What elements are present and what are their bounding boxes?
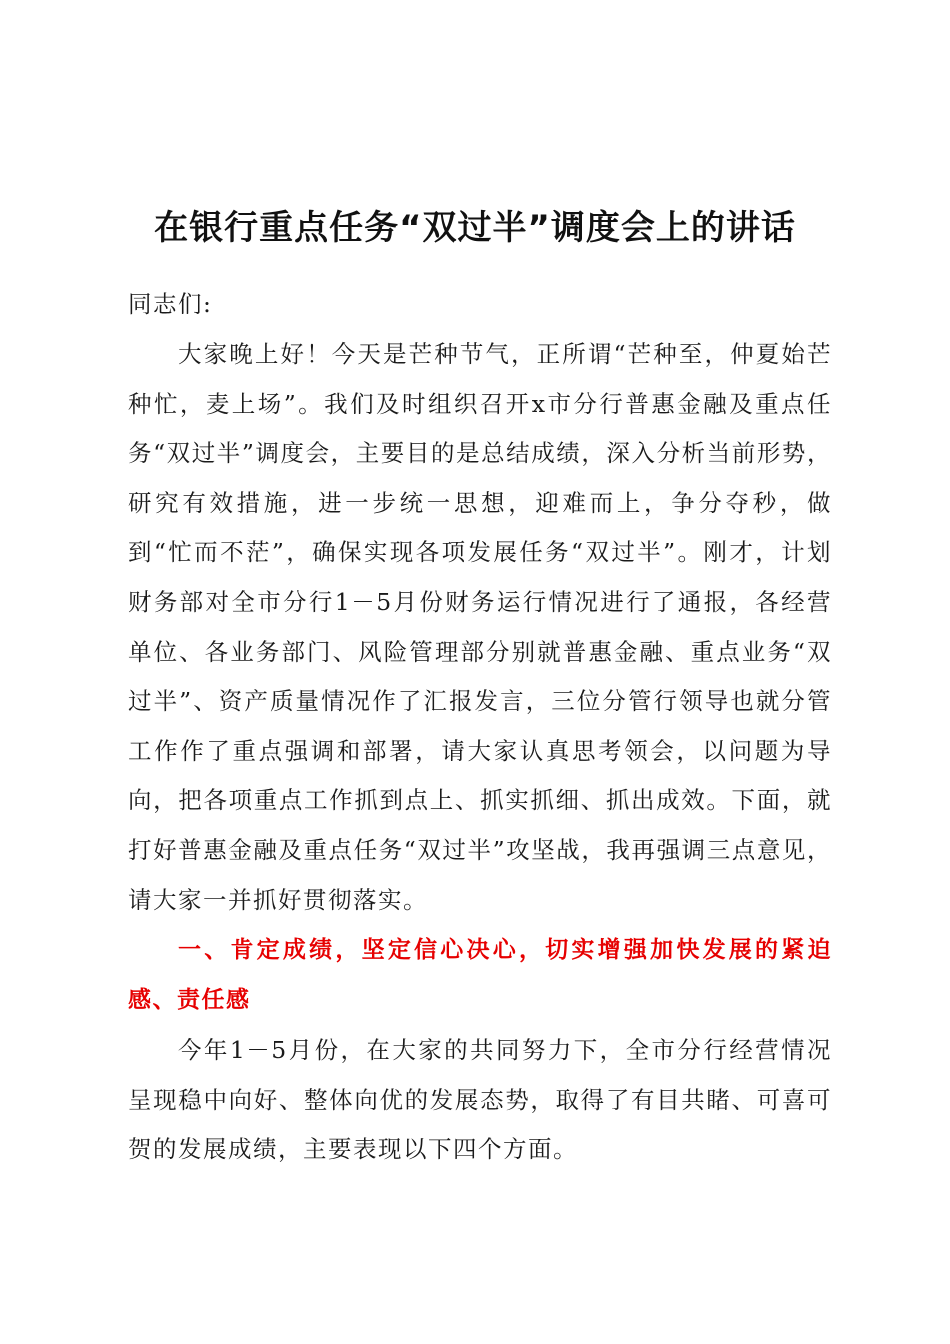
- paragraph-opening: 大家晚上好！今天是芒种节气，正所谓“芒种至，仲夏始芒种忙，麦上场”。我们及时组织召开x市分行普惠金融及重点任务“双过半”调度会，主要目的是总结成绩，深入分析当前形势，研究有效措施，进一步统一思想，迎难而上，争分夺秒，做到“忙而不茫”，确保实现各项发展任务“双过半”。刚才，计划财务部对全市分行1－5月份财务运行情况进行了通报，各经营单位、各业务部门、风险管理部分别就普惠金融、重点业务“双过半”、资产质量情况作了汇报发言，三位分管行领导也就分管工作作了重点强调和部署，请大家认真思考领会，以问题为导向，把各项重点工作抓到点上、抓实抓细、抓出成效。下面，就打好普惠金融及重点任务“双过半”攻坚战，我再强调三点意见，请大家一并抓好贯彻落实。: [128, 340, 832, 914]
- section-heading-one: 一、肯定成绩，坚定信心决心，切实增强加快发展的紧迫感、责任感: [128, 937, 832, 1013]
- document-title: 在银行重点任务“双过半”调度会上的讲话: [154, 208, 796, 248]
- salutation: 同志们:: [128, 290, 213, 318]
- paragraph-section-one: 今年1－5月份，在大家的共同努力下，全市分行经营情况呈现稳中向好、整体向优的发展态势，取得了有目共睹、可喜可贺的发展成绩，主要表现以下四个方面。: [128, 1036, 832, 1164]
